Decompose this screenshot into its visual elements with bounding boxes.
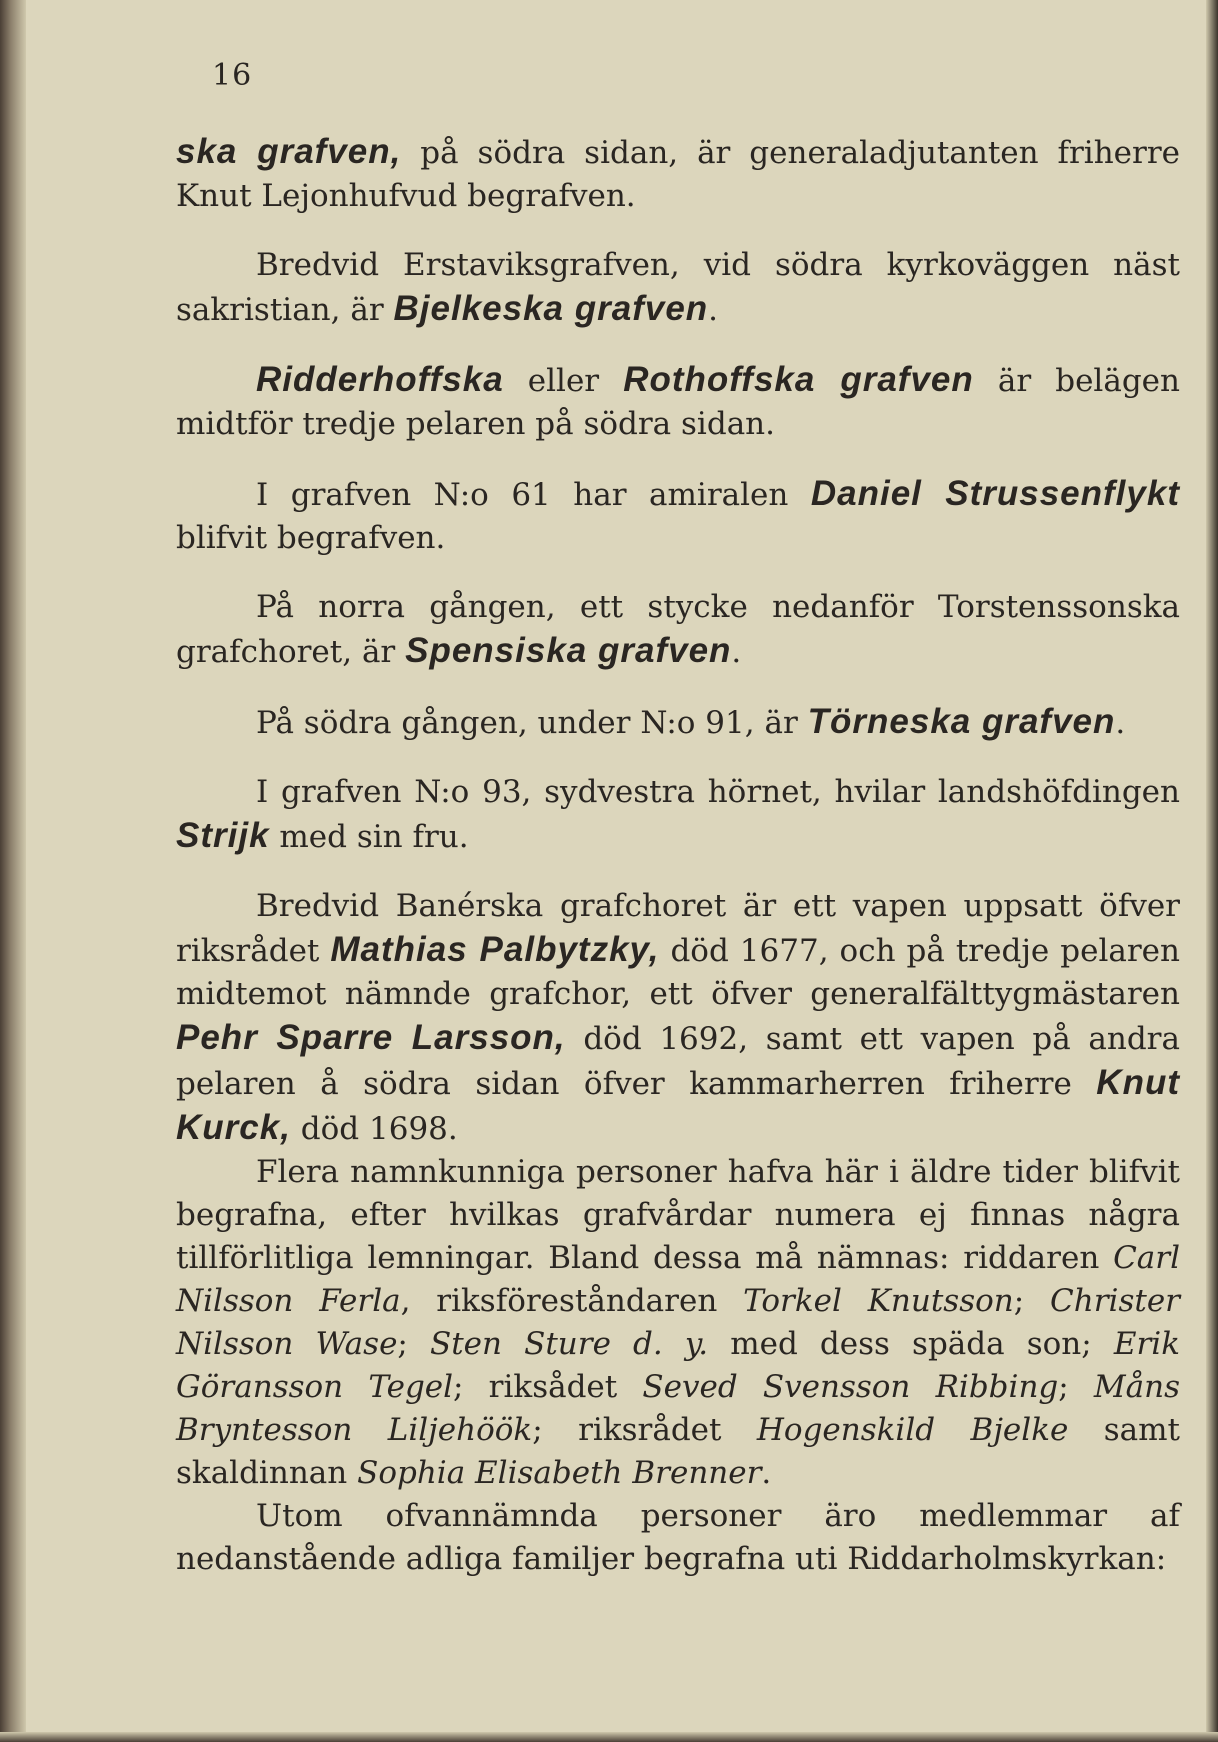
paragraph-6 — [176, 700, 1180, 745]
page-number: 16 — [212, 58, 253, 93]
emphasis-name: Mathias Palbytzky, — [330, 930, 660, 969]
paragraph-text: på södra sidan, är generaladjutanten friherre Knut Lejonhufvud begrafven. — [176, 135, 1181, 214]
page-body — [176, 130, 1180, 1581]
italic-name: Sten Sture d. y. — [429, 1326, 709, 1362]
paragraph-text: Bredvid Erstaviksgrafven, vid södra kyrkoväggen näst sakristian, är — [176, 247, 1180, 328]
emphasis-name: Strijk — [176, 816, 270, 855]
paragraph-text: . — [731, 634, 742, 670]
paragraph-text: är belägen midtför tredje pelaren på södra sidan. — [176, 363, 1180, 442]
book-spine-shadow — [0, 0, 26, 1742]
paragraph-text: . — [1115, 705, 1126, 741]
paragraph-text: På norra gången, ett stycke nedanför Torstenssonska grafchoret, är — [176, 589, 1180, 670]
paragraph-text: , riksföreståndaren — [400, 1283, 744, 1319]
emphasis-name: Pehr Sparre Larsson, — [176, 1018, 566, 1057]
paragraph-text: ; riksådet — [453, 1369, 643, 1405]
paragraph-text: med dess späda son; — [708, 1326, 1114, 1362]
paragraph-text: död 1677, och på tredje pelaren midtemot nämnde grafchor, ett öfver generalfälttygmästaren — [176, 933, 1180, 1012]
page-edge-bottom — [0, 1732, 1218, 1742]
emphasis-name: Rothoffska grafven — [623, 360, 974, 399]
paragraph-text: På södra gången, under N:o 91, är — [256, 705, 808, 741]
paragraph-4 — [176, 472, 1180, 560]
paragraph-8 — [176, 885, 1180, 1151]
paragraph-text: ; — [397, 1326, 430, 1362]
paragraph-text: Utom ofvannämnda personer äro medlemmar af nedanstående adliga familjer begrafna uti Riddarholmskyrkan: — [176, 1498, 1180, 1577]
italic-name: Torkel Knutsson — [743, 1283, 1014, 1319]
paragraph-7 — [176, 771, 1180, 859]
emphasis-name: Bjelkeska grafven — [393, 289, 709, 328]
paragraph-text: död 1692, samt ett vapen på andra pelaren å södra sidan öfver kammarherren friherre — [176, 1021, 1180, 1102]
paragraph-text: I grafven N:o 93, sydvestra hörnet, hvilar landshöfdingen — [256, 774, 1180, 810]
emphasis-name: Daniel Strussenflykt — [810, 474, 1180, 513]
paragraph-text: samt skaldinnan — [176, 1412, 1180, 1491]
emphasis-name: Knut Kurck, — [176, 1063, 1180, 1147]
italic-name: Carl Nilsson Ferla — [176, 1240, 1180, 1319]
italic-name: Sophia Elisabeth Brenner — [357, 1455, 762, 1491]
paragraph-text: eller — [503, 363, 624, 399]
paragraph-text: ; — [1013, 1283, 1051, 1319]
paragraph-text: blifvit begrafven. — [176, 520, 446, 556]
paragraph-text: ; — [1058, 1369, 1094, 1405]
paragraph-1 — [176, 130, 1180, 218]
italic-name: Hogenskild Bjelke — [756, 1412, 1069, 1448]
italic-name: Seved Svensson Ribbing — [642, 1369, 1059, 1405]
paragraph-9 — [176, 1151, 1180, 1495]
paragraph-5 — [176, 586, 1180, 674]
emphasis-name: Ridderhoffska — [256, 360, 504, 399]
paragraph-text: . — [761, 1455, 772, 1491]
paragraph-text: med sin fru. — [269, 819, 469, 855]
emphasis-name: ska grafven, — [176, 132, 402, 171]
paragraph-text: Flera namnkunniga personer hafva här i äldre tider blifvit begrafna, efter hvilkas grafvårdar numera ej finnas några tillförlitliga lemningar. Bland dessa må nämnas: riddaren — [176, 1154, 1180, 1276]
emphasis-name: Törneska grafven — [807, 702, 1116, 741]
paragraph-text: I grafven N:o 61 har amiralen — [256, 477, 811, 513]
paragraph-3 — [176, 358, 1180, 446]
italic-name: Måns Bryntesson Liljehöök — [176, 1369, 1180, 1448]
paragraph-text: Bredvid Banérska grafchoret är ett vapen uppsatt öfver riksrådet — [176, 888, 1180, 969]
italic-name: Christer Nilsson Wase — [176, 1283, 1180, 1362]
emphasis-name: Spensiska grafven — [405, 631, 732, 670]
paragraph-text: död 1698. — [290, 1111, 458, 1147]
paragraph-2 — [176, 244, 1180, 332]
paragraph-text: ; riksrådet — [532, 1412, 757, 1448]
italic-name: Erik Göransson Tegel — [176, 1326, 1180, 1405]
paragraph-10 — [176, 1495, 1180, 1581]
paragraph-text: . — [708, 292, 719, 328]
page-edge-right — [1206, 0, 1218, 1742]
